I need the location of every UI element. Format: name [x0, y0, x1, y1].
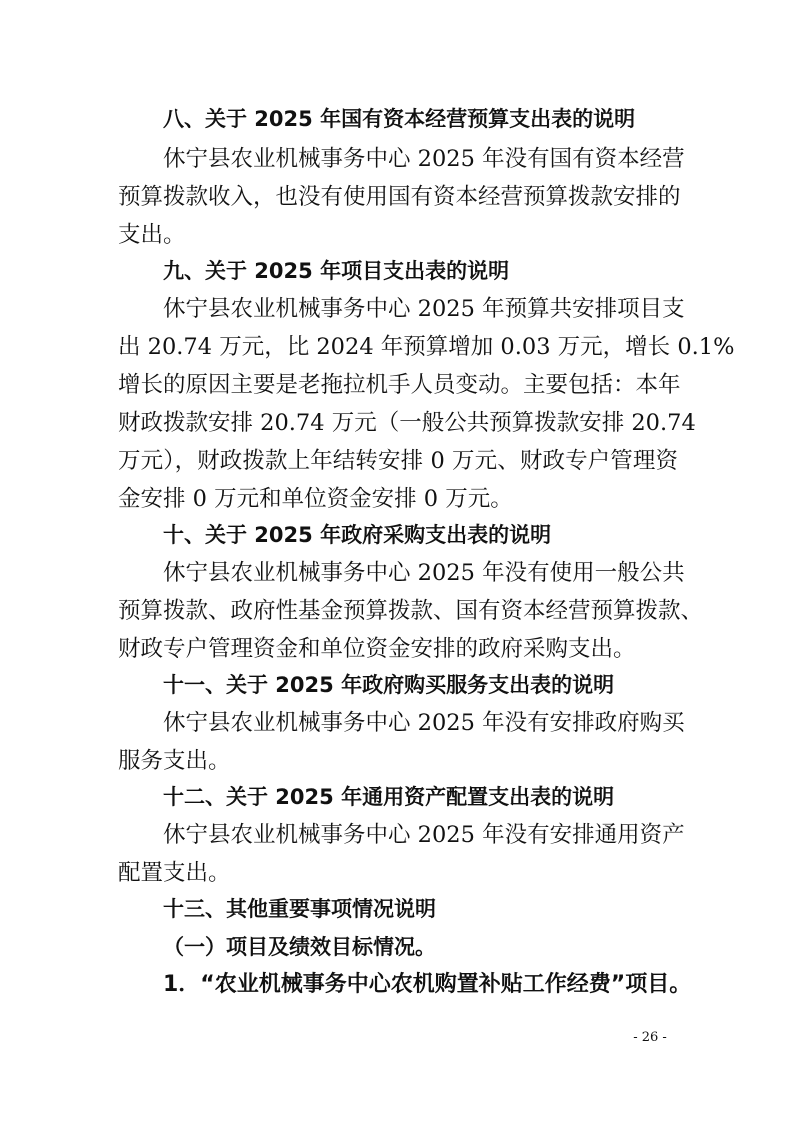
paragraph-line: 休宁县农业机械事务中心 2025 年没有安排通用资产 — [163, 822, 685, 848]
paragraph-line: 财政专户管理资金和单位资金安排的政府采购支出。 — [118, 636, 636, 662]
paragraph-line: 金安排 0 万元和单位资金安排 0 万元。 — [118, 486, 513, 512]
paragraph-line: 服务支出。 — [118, 748, 231, 774]
page-number: - 26 - — [633, 1030, 667, 1045]
paragraph-line: 出 20.74 万元，比 2024 年预算增加 0.03 万元，增长 0.1% — [118, 334, 735, 360]
item-heading: 1．“农业机械事务中心农机购置补贴工作经费”项目。 — [163, 972, 692, 997]
section-heading-10: 十、关于 2025 年政府采购支出表的说明 — [163, 523, 552, 547]
subsection-heading: （一）项目及绩效目标情况。 — [163, 935, 436, 959]
paragraph-line: 预算拨款收入，也没有使用国有资本经营预算拨款安排的 — [118, 184, 681, 210]
paragraph-line: 增长的原因主要是老拖拉机手人员变动。主要包括：本年 — [118, 372, 681, 398]
paragraph-line: 休宁县农业机械事务中心 2025 年没有使用一般公共 — [163, 560, 685, 586]
section-heading-11: 十一、关于 2025 年政府购买服务支出表的说明 — [163, 673, 615, 697]
section-heading-8: 八、关于 2025 年国有资本经营预算支出表的说明 — [163, 107, 636, 131]
section-heading-12: 十二、关于 2025 年通用资产配置支出表的说明 — [163, 785, 615, 809]
paragraph-line: 预算拨款、政府性基金预算拨款、国有资本经营预算拨款、 — [118, 598, 704, 624]
paragraph-line: 配置支出。 — [118, 860, 231, 886]
section-heading-9: 九、关于 2025 年项目支出表的说明 — [163, 259, 510, 283]
section-heading-13: 十三、其他重要事项情况说明 — [163, 897, 436, 921]
paragraph-line: 支出。 — [118, 222, 186, 248]
paragraph-line: 万元），财政拨款上年结转安排 0 万元、财政专户管理资 — [118, 448, 678, 474]
paragraph-line: 休宁县农业机械事务中心 2025 年没有安排政府购买 — [163, 710, 685, 736]
paragraph-line: 休宁县农业机械事务中心 2025 年没有国有资本经营 — [163, 146, 685, 172]
paragraph-line: 休宁县农业机械事务中心 2025 年预算共安排项目支 — [163, 296, 685, 322]
paragraph-line: 财政拨款安排 20.74 万元（一般公共预算拨款安排 20.74 — [118, 410, 696, 436]
